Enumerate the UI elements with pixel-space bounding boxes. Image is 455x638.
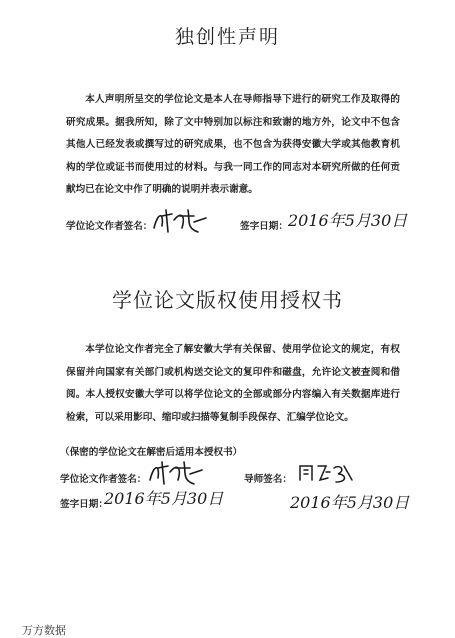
watermark-footer: 万方数据 xyxy=(22,624,66,637)
advisor-handwritten-signature xyxy=(296,460,356,486)
author-signature-label-2: 学位论文作者签名： xyxy=(60,474,147,485)
originality-declaration-title: 独创性声明 xyxy=(174,26,280,48)
author-sign-date-handwritten: 2016年5月30日 xyxy=(104,489,224,508)
copyright-authorization-title: 学位论文版权使用授权书 xyxy=(112,288,343,312)
author-handwritten-signature-2 xyxy=(146,458,206,488)
author-signature-label: 学位论文作者签名： xyxy=(66,221,153,232)
sign-date-handwritten: 2016年5月30日 xyxy=(288,211,408,230)
author-handwritten-signature xyxy=(150,206,210,236)
sign-date-label-2: 签字日期： xyxy=(60,499,108,510)
advisor-signature-label: 导师签名： xyxy=(244,474,292,485)
originality-declaration-text: 本人声明所呈交的学位论文是本人在导师指导下进行的研究工作及取得的研究成果。据我所知，除了文中特别加以标注和致谢的地方外，论文中不包含其他人已经发表或撰写过的研究成果，也不包含为获得安徽大学或其他教育机构的学位或证书而使用过的材料。与我一同工作的同志对本研究所做的任何贡献均已在论文中作了明确的说明并表示谢意。 xyxy=(66,94,400,195)
copyright-authorization-text: 本学位论文作者完全了解安徽大学有关保留、使用学位论文的规定，有权保留并向国家有关部门或机构送交论文的复印件和磁盘，允许论文被查阅和借阅。本人授权安徽大学可以将学位论文的全部或部分内容编入有关数据库进行检索，可以采用影印、缩印或扫描等复制手段保存、汇编学位论文。 xyxy=(66,344,400,423)
advisor-sign-date-handwritten: 2016年5月30日 xyxy=(290,493,410,512)
confidential-note: （保密的学位论文在解密后适用本授权书） xyxy=(60,447,243,458)
sign-date-label: 签字日期： xyxy=(240,221,288,232)
